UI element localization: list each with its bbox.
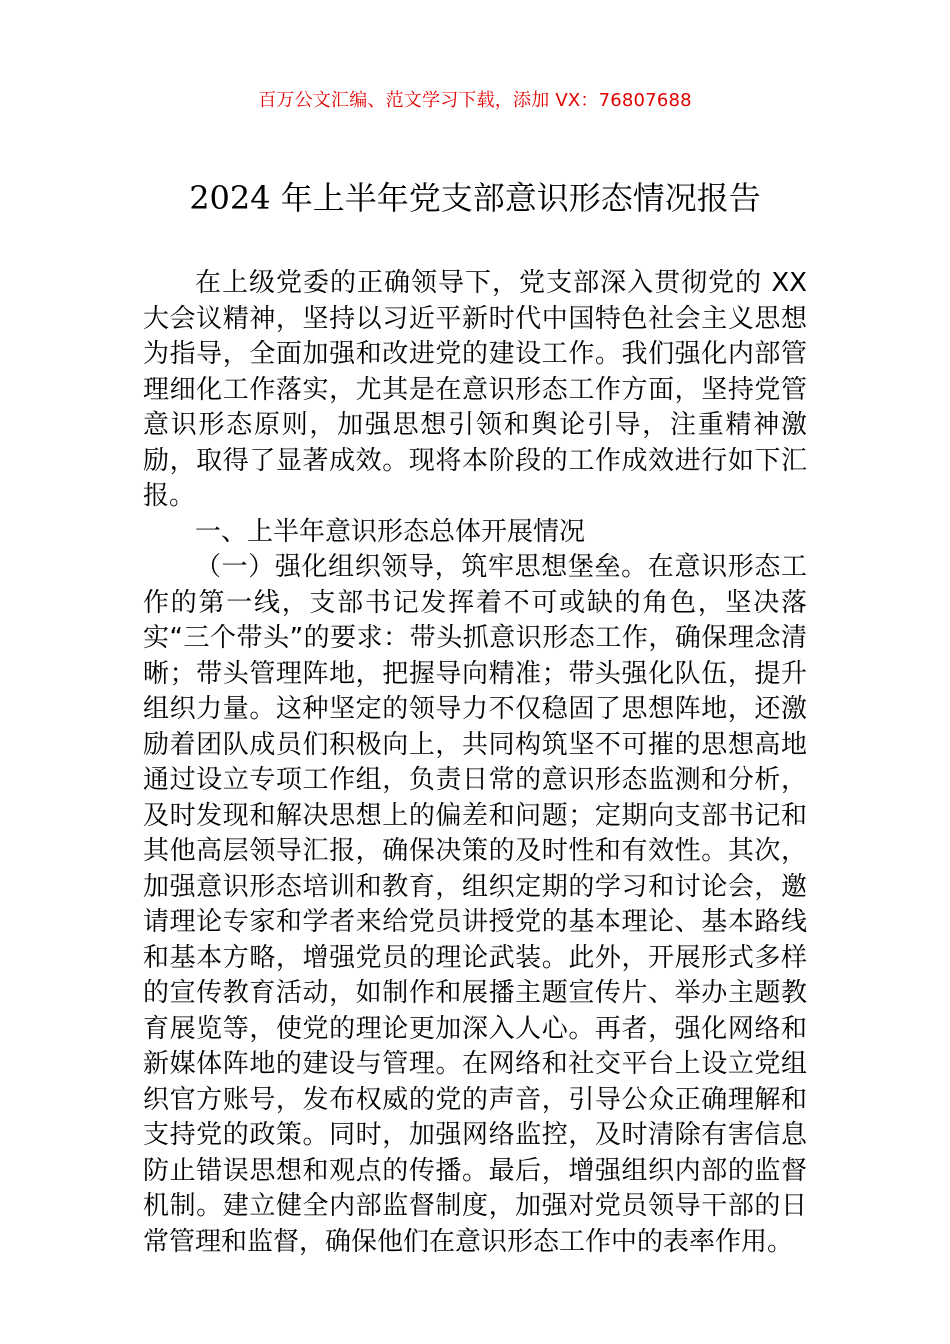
paragraph-section-1-1: （一）强化组织领导，筑牢思想堡垒。在意识形态工作的第一线，支部书记发挥着不可或缺的角色，坚决落实“三个带头”的要求：带头抓意识形态工作，确保理念清晰；带头管理阵地，把握导向精准；带头强化队伍，提升组织力量。这种坚定的领导力不仅稳固了思想阵地，还激励着团队成员们积极向上，共同构筑坚不可摧的思想高地通过设立专项工作组，负责日常的意识形态监测和分析，及时发现和解决思想上的偏差和问题；定期向支部书记和其他高层领导汇报，确保决策的及时性和有效性。其次，加强意识形态培训和教育，组织定期的学习和讨论会，邀请理论专家和学者来给党员讲授党的基本理论、基本路线和基本方略，增强党员的理论武装。此外，开展形式多样的宣传教育活动，如制作和展播主题宣传片、举办主题教育展览等，使党的理论更加深入人心。再者，强化网络和新媒体阵地的建设与管理。在网络和社交平台上设立党组织官方账号，发布权威的党的声音，引导公众正确理解和支持党的政策。同时，加强网络监控，及时清除有害信息防止错误思想和观点的传播。最后，增强组织内部的监督机制。建立健全内部监督制度，加强对党员领导干部的日常管理和监督，确保他们在意识形态工作中的表率作用。 xyxy=(143,552,807,1257)
header-watermark-note: 百万公文汇编、范文学习下载，添加 VX：76807688 xyxy=(258,90,692,111)
paragraph-intro: 在上级党委的正确领导下，党支部深入贯彻党的 XX 大会议精神，坚持以习近平新时代中国特色社会主义思想为指导，全面加强和改进党的建设工作。我们强化内部管理细化工作落实，尤其是在意识形态工作方面，坚持党管意识形态原则，加强思想引领和舆论引导，注重精神激励，取得了显著成效。现将本阶段的工作成效进行如下汇报。 xyxy=(143,268,807,511)
section-heading-1: 一、上半年意识形态总体开展情况 xyxy=(195,516,586,547)
document-title: 2024 年上半年党支部意识形态情况报告 xyxy=(189,179,761,217)
document-body xyxy=(143,266,807,1260)
